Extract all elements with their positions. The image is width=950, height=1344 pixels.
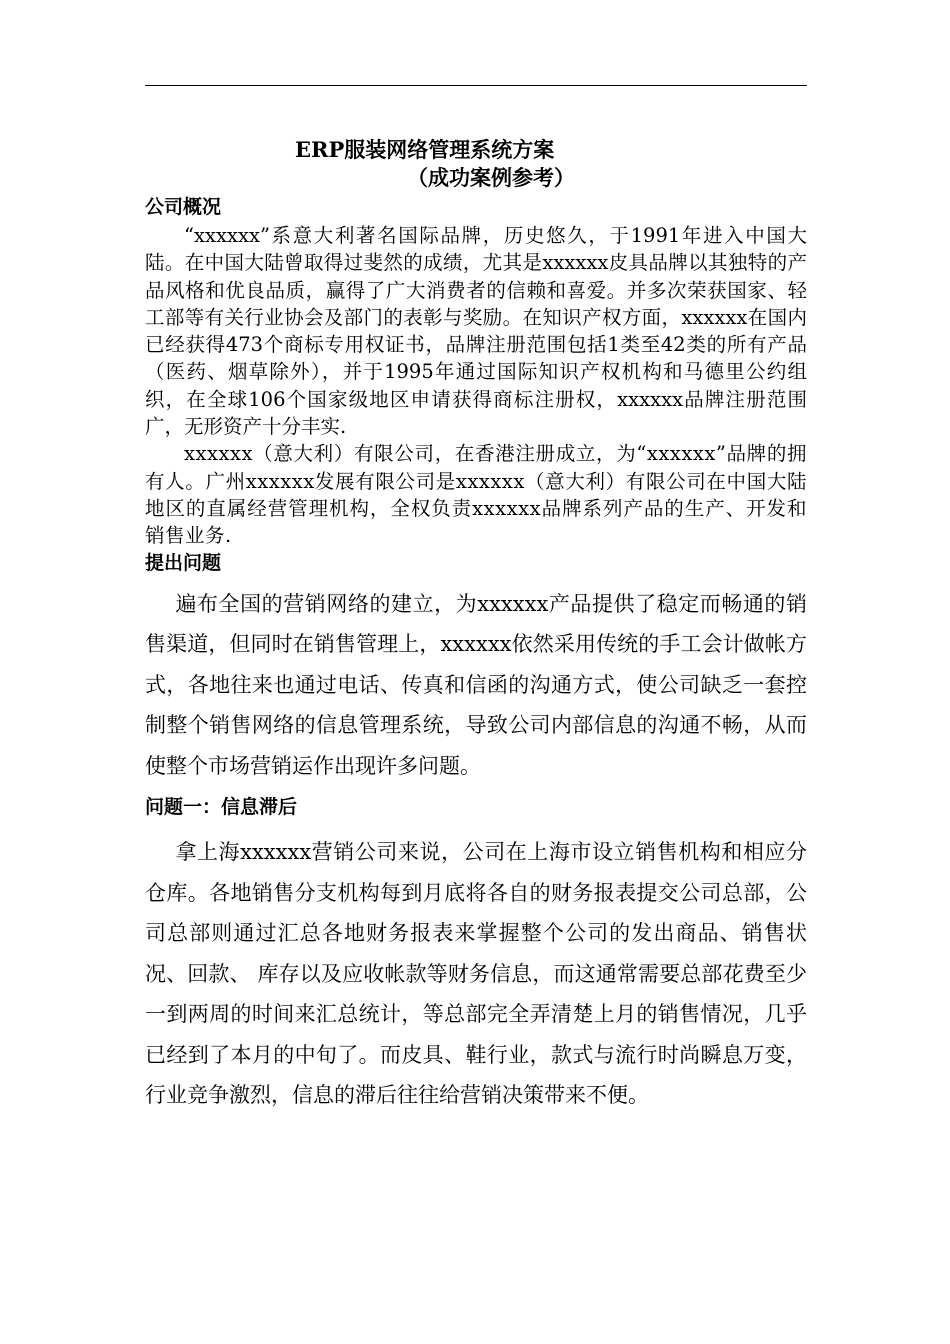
problem-paragraph: 遍布全国的营销网络的建立，为xxxxxx产品提供了稳定而畅通的销售渠道，但同时在销售管理上，xxxxxx依然采用传统的手工会计做帐方式，各地往来也通过电话、传真和信函的沟通方式，使公司缺乏一套控制整个销售网络的信息管理系统，导致公司内部信息的沟通不畅，从而使整个市场营销运作出现许多问题。	[145, 591, 807, 778]
section-heading-issue-one: 问题一：信息滞后	[145, 796, 298, 819]
document-title: ERP服装网络管理系统方案	[295, 137, 555, 162]
company-overview-paragraph-2: xxxxxx（意大利）有限公司，在香港注册成立，为“xxxxxx”品牌的拥有人。广州xxxxxx发展有限公司是xxxxxx（意大利）有限公司在中国大陆地区的直属经营管理机构，全权负责xxxxxx品牌系列产品的生产、开发和销售业务.	[145, 442, 807, 548]
header-rule	[145, 85, 807, 86]
document-subtitle: （成功案例参考）	[407, 166, 575, 190]
issue-one-paragraph: 拿上海xxxxxx营销公司来说，公司在上海市设立销售机构和相应分仓库。各地销售分支机构每到月底将各自的财务报表提交公司总部，公司总部则通过汇总各地财务报表来掌握整个公司的发出商品、销售状况、回款、 库存以及应收帐款等财务信息，而这通常需要总部花费至少一到两周的时间来汇总统计，等总部完全弄清楚上月的销售情况，几乎已经到了本月的中旬了。而皮具、鞋行业，款式与流行时尚瞬息万变，行业竞争激烈，信息的滞后往往给营销决策带来不便。	[145, 840, 807, 1108]
company-overview-paragraph-1: “xxxxxx”系意大利著名国际品牌，历史悠久，于1991年进入中国大陆。在中国大陆曾取得过斐然的成绩，尤其是xxxxxx皮具品牌以其独特的产品风格和优良品质，赢得了广大消费者的信赖和喜爱。并多次荣获国家、轻工部等有关行业协会及部门的表彰与奖励。在知识产权方面，xxxxxx在国内已经获得473个商标专用权证书，品牌注册范围包括1类至42类的所有产品（医药、烟草除外），并于1995年通过国际知识产权机构和马德里公约组织，在全球106个国家级地区申请获得商标注册权，xxxxxx品牌注册范围广，无形资产十分丰实.	[145, 224, 807, 439]
section-heading-problem: 提出问题	[145, 551, 222, 574]
document-body	[145, 136, 807, 1116]
section-heading-company-overview: 公司概况	[145, 196, 222, 218]
